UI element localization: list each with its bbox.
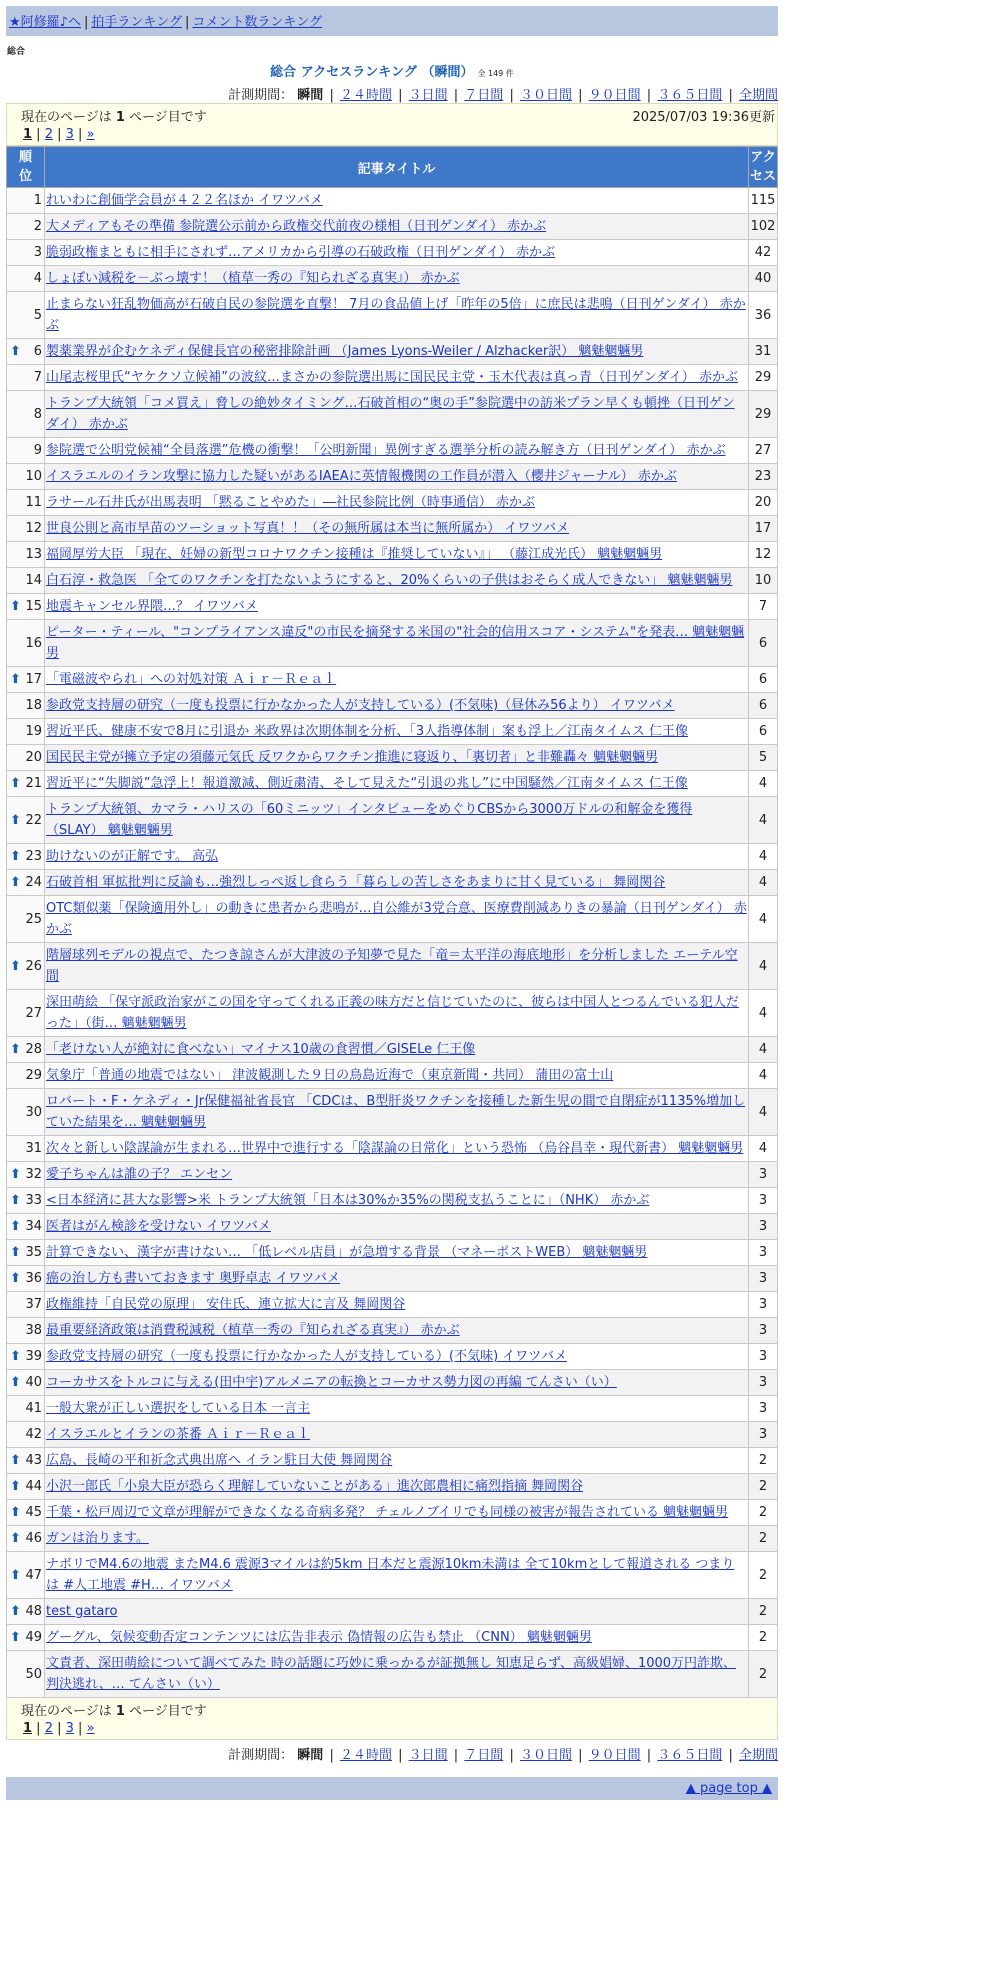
article-title-link[interactable]: コーカサスをトルコに与える(田中宇)アルメニアの転換とコーカサス勢力図の再編 てんさい（い） (46, 1375, 617, 1390)
period-selector-bottom: 計測期間： 瞬間 | ２４時間 | ３日間 | ７日間 | ３０日間 | ９０日間 | ３６５日間 | 全期間 (228, 1748, 778, 1763)
page-title (0, 61, 784, 80)
rank-number: 44 (25, 1479, 42, 1494)
rank-number: 12 (25, 521, 42, 536)
up-arrow-icon: ⬆ (10, 1531, 21, 1546)
table-row (7, 490, 778, 516)
article-title-link[interactable]: 福岡厚労大臣 「現在、妊婦の新型コロナワクチン接種は『推奨していない』」 （藤江成光氏） 魑魅魍魎男 (46, 547, 663, 562)
article-title-link[interactable]: 助けないのが正解です。 高弘 (46, 849, 219, 864)
page-links: 1 | 2 | 3 | » (23, 127, 95, 142)
table-row (7, 339, 778, 365)
period-link[interactable]: ３６５日間 (657, 1748, 723, 1763)
rank-number: 32 (25, 1167, 42, 1182)
rank-number: 3 (33, 245, 42, 260)
table-row (7, 870, 778, 896)
access-count: 3 (749, 1240, 778, 1266)
access-count: 4 (749, 870, 778, 896)
up-arrow-icon: ⬆ (10, 875, 21, 890)
table-row (7, 1474, 778, 1500)
article-title-link[interactable]: 大メディアもその準備 参院選公示前から政権交代前夜の様相（日刊ゲンダイ） 赤かぶ (46, 219, 547, 234)
rank-number: 21 (25, 776, 42, 791)
up-arrow-icon: ⬆ (10, 1219, 21, 1234)
table-row (7, 797, 778, 844)
access-count: 3 (749, 1318, 778, 1344)
table-row (7, 1162, 778, 1188)
table-row (7, 1396, 778, 1422)
up-arrow-icon: ⬆ (10, 1375, 21, 1390)
access-count: 4 (749, 1063, 778, 1089)
table-row (7, 943, 778, 990)
access-count: 36 (749, 292, 778, 339)
access-count: 40 (749, 266, 778, 292)
updated-timestamp: 2025/07/03 19:36更新 (632, 110, 775, 125)
rank-number: 45 (25, 1505, 42, 1520)
period-link[interactable]: ３６５日間 (657, 88, 723, 103)
access-count: 6 (749, 719, 778, 745)
up-arrow-icon: ⬆ (10, 1505, 21, 1520)
access-count: 4 (749, 844, 778, 870)
access-count: 3 (749, 1422, 778, 1448)
period-link[interactable]: 全期間 (738, 1748, 778, 1763)
page-link[interactable]: 3 (65, 127, 74, 142)
table-row (7, 1500, 778, 1526)
table-row (7, 188, 778, 214)
access-count: 31 (749, 339, 778, 365)
table-row (7, 1651, 778, 1698)
col-rank-header: 順位 (7, 147, 45, 188)
article-title-link[interactable]: イスラエルのイラン攻撃に協力した疑いがあるIAEAに英情報機関の工作員が潜入（櫻井ジャーナル） 赤かぶ (46, 469, 677, 484)
table-row (7, 1136, 778, 1162)
table-row (7, 1448, 778, 1474)
article-title-link[interactable]: トランプ大統領「コメ買え」脅しの絶妙タイミング…石破首相の“奥の手”参院選中の訪米プラン早くも頓挫（日刊ゲンダイ） 赤かぶ (46, 396, 735, 432)
table-row (7, 896, 778, 943)
up-arrow-icon: ⬆ (10, 1193, 21, 1208)
access-count: 6 (749, 620, 778, 667)
rank-number: 19 (25, 724, 42, 739)
page-links-bottom: 1 | 2 | 3 | » (23, 1721, 95, 1736)
nav-clap-ranking-link[interactable]: 拍手ランキング (91, 15, 182, 30)
period-link[interactable]: ３日間 (408, 88, 448, 103)
access-count: 12 (749, 542, 778, 568)
up-arrow-icon: ⬆ (10, 1349, 21, 1364)
up-arrow-icon: ⬆ (10, 958, 21, 974)
table-row (7, 1063, 778, 1089)
access-count: 3 (749, 1396, 778, 1422)
rank-number: 50 (25, 1666, 42, 1682)
table-row (7, 464, 778, 490)
page-link[interactable]: 2 (44, 127, 53, 142)
article-title-link[interactable]: 気象庁「普通の地震ではない」 津波観測した９日の鳥島近海で（東京新聞・共同） 蒲田の富士山 (46, 1068, 614, 1083)
table-row (7, 594, 778, 620)
up-arrow-icon: ⬆ (10, 1271, 21, 1286)
period-link[interactable]: ２４時間 (339, 1748, 392, 1763)
article-title-link[interactable]: トランプ大統領、カマラ・ハリスの「60ミニッツ」インタビューをめぐりCBSから3000万ドルの和解金を獲得 （SLAY） 魑魅魍魎男 (46, 802, 693, 838)
rank-number: 28 (25, 1042, 42, 1057)
table-row (7, 1292, 778, 1318)
access-count: 7 (749, 594, 778, 620)
article-title-link[interactable]: test gataro (46, 1604, 118, 1619)
table-row (7, 365, 778, 391)
rank-number: 47 (25, 1567, 42, 1583)
current-page-text-bottom: 現在のページは 1 ページ目です (21, 1704, 207, 1719)
rank-number: 20 (25, 750, 42, 765)
table-row (7, 1599, 778, 1625)
up-arrow-icon: ⬆ (10, 1245, 21, 1260)
rank-number: 23 (25, 849, 42, 864)
article-title-link[interactable]: 愛子ちゃんは誰の子？ エンセン (46, 1167, 233, 1182)
access-count: 2 (749, 1500, 778, 1526)
table-row (7, 568, 778, 594)
period-links: | ２４時間 | ３日間 | ７日間 | ３０日間 | ９０日間 | ３６５日間 | 全期間 (329, 88, 778, 103)
rank-number: 9 (33, 443, 42, 458)
article-title-link[interactable]: 広島、長崎の平和祈念式典出席へ イラン駐日大使 舞岡関谷 (46, 1453, 393, 1468)
table-row (7, 745, 778, 771)
article-title-link[interactable]: 千葉・松戸周辺で文章が理解ができなくなる奇病多発？ チェルノブイリでも同様の被害が報告されている 魑魅魍魎男 (46, 1505, 729, 1520)
article-title-link[interactable]: 止まらない狂乱物価高が石破自民の参院選を直撃！ 7月の食品値上げ「昨年の5倍」に庶民は悲鳴（日刊ゲンダイ） 赤かぶ (46, 297, 746, 333)
access-count: 4 (749, 943, 778, 990)
table-row (7, 240, 778, 266)
up-arrow-icon: ⬆ (10, 344, 21, 359)
current-page-text: 現在のページは 1 ページ目です (21, 110, 207, 125)
rank-number: 29 (25, 1068, 42, 1083)
table-row (7, 620, 778, 667)
article-title-link[interactable]: ピーター・ティール、"コンプライアンス違反"の市民を摘発する米国の"社会的信用スコア・システム"を発表… 魑魅魍魎男 (46, 625, 745, 661)
rank-number: 7 (33, 370, 42, 385)
table-row (7, 1526, 778, 1552)
rank-number: 11 (25, 495, 42, 510)
up-arrow-icon: ⬆ (10, 1630, 21, 1645)
rank-number: 30 (25, 1104, 42, 1120)
article-title-link[interactable]: 最重要経済政策は消費税減税（植草一秀の『知られざる真実』） 赤かぶ (46, 1323, 460, 1338)
article-title-link[interactable]: 階層球列モデルの視点で、たつき諒さんが大津波の予知夢で見た「竜＝太平洋の海底地形」を分析しました エーテル空間 (46, 948, 738, 984)
article-title-link[interactable]: 医者はがん検診を受けない イワツバメ (46, 1219, 271, 1234)
access-count: 3 (749, 1214, 778, 1240)
pager-bottom (6, 1698, 778, 1740)
access-count: 6 (749, 667, 778, 693)
period-link[interactable]: ３０日間 (519, 1748, 572, 1763)
up-arrow-icon: ⬆ (10, 776, 21, 791)
ranking-table (6, 146, 778, 1698)
rank-number: 22 (25, 812, 42, 828)
access-count: 4 (749, 1089, 778, 1136)
article-title-link[interactable]: 白石淳・救急医 「全てのワクチンを打たないようにすると、20%くらいの子供はおそらく成人できない」 魑魅魍魎男 (46, 573, 733, 588)
period-link[interactable]: 全期間 (738, 88, 778, 103)
table-row (7, 1188, 778, 1214)
up-arrow-icon: ⬆ (10, 1167, 21, 1182)
ranking-title: 総合 アクセスランキング （瞬間） (270, 65, 474, 80)
article-title-link[interactable]: 習近平氏、健康不安で8月に引退か 米政界は次期体制を分析、「3人指導体制」案も浮上／江南タイムス 仁王像 (46, 724, 689, 739)
access-count: 5 (749, 745, 778, 771)
table-row (7, 391, 778, 438)
article-title-link[interactable]: 石破首相 軍拡批判に反論も…強烈しっぺ返し食らう「暮らしの苦しさをあまりに甘く見ている」 舞岡関谷 (46, 875, 666, 890)
access-count: 2 (749, 1474, 778, 1500)
item-count: 全 149 件 (477, 69, 514, 78)
article-title-link[interactable]: 小沢一郎氏「小泉大臣が恐らく理解していないことがある」進次郎農相に痛烈指摘 舞岡関谷 (46, 1479, 584, 1494)
up-arrow-icon: ⬆ (10, 672, 21, 687)
table-row (7, 667, 778, 693)
period-link[interactable]: ９０日間 (588, 1748, 641, 1763)
article-title-link[interactable]: 製薬業界が企むケネディ保健長官の秘密排除計画 （James Lyons-Weiler / Alzhacker訳） 魑魅魍魎男 (46, 344, 644, 359)
article-title-link[interactable]: 癌の治し方も書いておきます 奥野卓志 イワツバメ (46, 1271, 341, 1286)
up-arrow-icon: ⬆ (10, 1042, 21, 1057)
access-count: 4 (749, 896, 778, 943)
page-top-link[interactable]: ▲ page top ▲ (685, 1781, 772, 1796)
up-arrow-icon: ⬆ (10, 812, 21, 828)
period-link[interactable]: ３日間 (408, 1748, 448, 1763)
article-title-link[interactable]: <日本経済に甚大な影響>米 トランプ大統領「日本は30%か35%の関税支払うことに」（NHK） 赤かぶ (46, 1193, 650, 1208)
access-count: 10 (749, 568, 778, 594)
rank-number: 35 (25, 1245, 42, 1260)
rank-number: 43 (25, 1453, 42, 1468)
rank-number: 5 (33, 307, 42, 323)
nav-asyura-link[interactable]: ★阿修羅♪へ (9, 15, 81, 30)
rank-number: 6 (33, 344, 42, 359)
up-arrow-icon: ⬆ (10, 1567, 21, 1583)
table-row (7, 1089, 778, 1136)
access-count: 23 (749, 464, 778, 490)
rank-number: 14 (25, 573, 42, 588)
period-selector-top: 計測期間： 瞬間 | ２４時間 | ３日間 | ７日間 | ３０日間 | ９０日間 | ３６５日間 | 全期間 (228, 88, 778, 103)
rank-number: 36 (25, 1271, 42, 1286)
rank-number: 42 (25, 1427, 42, 1442)
up-arrow-icon: ⬆ (10, 1604, 21, 1619)
article-title-link[interactable]: 政権維持「自民党の原理」 安住氏、連立拡大に言及 舞岡関谷 (46, 1297, 406, 1312)
period-link[interactable]: ９０日間 (588, 88, 641, 103)
article-title-link[interactable]: 「電磁波やられ」への対処対策 Ａｉｒ－Ｒｅａｌ (46, 672, 337, 687)
article-title-link[interactable]: 参政党支持層の研究（一度も投票に行かなかった人が支持している）(不気味) イワツバメ (46, 1349, 568, 1364)
article-title-link[interactable]: ロバート・F・ケネディ・Jr保健福祉省長官 「CDCは、B型肝炎ワクチンを接種した新生児の間で自閉症が1135%増加していた結果を… 魑魅魍魎男 (46, 1094, 746, 1130)
col-title-header: 記事タイトル (45, 147, 749, 188)
rank-number: 13 (25, 547, 42, 562)
access-count: 102 (749, 214, 778, 240)
page-current: 1 (23, 1721, 33, 1736)
table-row (7, 1240, 778, 1266)
table-row (7, 438, 778, 464)
rank-number: 25 (25, 911, 42, 927)
page-link[interactable]: » (86, 1721, 95, 1736)
article-title-link[interactable]: れいわに創価学会員が４２２名ほか イワツバメ (46, 193, 323, 208)
article-title-link[interactable]: 計算できない、漢字が書けない… 「低レベル店員」が急増する背景 （マネーポストWEB） 魑魅魍魎男 (46, 1245, 648, 1260)
article-title-link[interactable]: イスラエルとイランの茶番 Ａｉｒ－Ｒｅａｌ (46, 1427, 311, 1442)
article-title-link[interactable]: 地震キャンセル界隈…？ イワツバメ (46, 599, 258, 614)
pager-top (6, 103, 778, 146)
access-count: 2 (749, 1625, 778, 1651)
article-title-link[interactable]: ガンは治ります。 (46, 1531, 149, 1546)
article-title-link[interactable]: 世良公則と高市早苗のツーショット写真！！（その無所属は本当に無所属か） イワツバメ (46, 521, 570, 536)
access-count: 4 (749, 797, 778, 844)
article-title-link[interactable]: 参政党支持層の研究（一度も投票に行かなかった人が支持している）(不気味)（昼休み56より） イワツバメ (46, 698, 675, 713)
up-arrow-icon: ⬆ (10, 1479, 21, 1494)
rank-number: 16 (25, 635, 42, 651)
article-title-link[interactable]: グーグル、気候変動否定コンテンツには広告非表示 偽情報の広告も禁止 （CNN） 魑魅魍魎男 (46, 1630, 592, 1645)
table-row (7, 1318, 778, 1344)
page-link[interactable]: » (86, 127, 95, 142)
access-count: 17 (749, 516, 778, 542)
rank-number: 27 (25, 1005, 42, 1021)
table-row (7, 1214, 778, 1240)
access-count: 4 (749, 771, 778, 797)
access-count: 42 (749, 240, 778, 266)
rank-number: 17 (25, 672, 42, 687)
table-row (7, 719, 778, 745)
table-row (7, 771, 778, 797)
access-count: 4 (749, 990, 778, 1037)
table-row (7, 1370, 778, 1396)
table-row (7, 292, 778, 339)
top-nav: ★阿修羅♪へ | 拍手ランキング | コメント数ランキング (6, 6, 778, 36)
access-count: 2 (749, 1651, 778, 1698)
page-current: 1 (23, 127, 33, 142)
col-access-header: アクセス (749, 147, 778, 188)
table-row (7, 266, 778, 292)
table-row (7, 1037, 778, 1063)
table-row (7, 214, 778, 240)
article-title-link[interactable]: 文責者、深田萌絵について調べてみた 時の話題に巧妙に乗っかるが証拠無し 知恵足らず、高級娼婦、1000万円詐欺、判決逃れ、… てんさい（い） (46, 1656, 737, 1692)
access-count: 20 (749, 490, 778, 516)
table-row (7, 1625, 778, 1651)
article-title-link[interactable]: ナボリでM4.6の地震 またM4.6 震源3マイルは約5km 日本だと震源10km未満は 全て10kmとして報道される つまりは #人工地震 #H… イワツバメ (46, 1557, 735, 1593)
table-row (7, 1344, 778, 1370)
rank-number: 37 (25, 1297, 42, 1312)
table-row (7, 542, 778, 568)
rank-number: 2 (33, 219, 42, 234)
access-count: 6 (749, 693, 778, 719)
rank-number: 8 (33, 406, 42, 422)
rank-number: 41 (25, 1401, 42, 1416)
rank-number: 40 (25, 1375, 42, 1390)
rank-number: 33 (25, 1193, 42, 1208)
rank-number: 26 (25, 958, 42, 974)
access-count: 3 (749, 1344, 778, 1370)
up-arrow-icon: ⬆ (10, 599, 21, 614)
nav-comment-ranking-link[interactable]: コメント数ランキング (192, 15, 322, 30)
article-title-link[interactable]: 深田萌絵 「保守派政治家がこの国を守ってくれる正義の味方だと信じていたのに、彼らは中国人とつるんでいる犯人だった」（街… 魑魅魍魎男 (46, 995, 739, 1031)
access-count: 3 (749, 1188, 778, 1214)
access-count: 3 (749, 1292, 778, 1318)
footer-bar (6, 1777, 778, 1800)
table-row (7, 844, 778, 870)
access-count: 29 (749, 365, 778, 391)
table-row (7, 1552, 778, 1599)
period-link[interactable]: ３０日間 (519, 88, 572, 103)
table-row (7, 516, 778, 542)
rank-number: 38 (25, 1323, 42, 1338)
article-title-link[interactable]: 脆弱政権まともに相手にされず…アメリカから引導の石破政権（日刊ゲンダイ） 赤かぶ (46, 245, 556, 260)
article-title-link[interactable]: 山尾志桜里氏“ヤケクソ立候補”の波紋…まさかの参院選出馬に国民民主党・玉木代表は真っ青（日刊ゲンダイ） 赤かぶ (46, 370, 739, 385)
rank-number: 39 (25, 1349, 42, 1364)
period-link[interactable]: ７日間 (464, 1748, 504, 1763)
article-title-link[interactable]: 「老けない人が絶対に食べない」マイナス10歳の食習慣／GISELe 仁王像 (46, 1042, 476, 1057)
access-count: 4 (749, 1136, 778, 1162)
article-title-link[interactable]: 次々と新しい陰謀論が生まれる…世界中で進行する「陰謀論の日常化」という恐怖 （烏谷昌幸・現代新書） 魑魅魍魎男 (46, 1141, 744, 1156)
access-count: 4 (749, 1037, 778, 1063)
rank-number: 34 (25, 1219, 42, 1234)
table-row (7, 1422, 778, 1448)
rank-number: 31 (25, 1141, 42, 1156)
access-count: 27 (749, 438, 778, 464)
period-link[interactable]: ７日間 (464, 88, 504, 103)
article-title-link[interactable]: ラサール石井氏が出馬表明 「黙ることやめた」―社民参院比例（時事通信） 赤かぶ (46, 495, 536, 510)
access-count: 115 (749, 188, 778, 214)
rank-number: 18 (25, 698, 42, 713)
rank-number: 4 (33, 271, 42, 286)
rank-number: 24 (25, 875, 42, 890)
access-count: 3 (749, 1266, 778, 1292)
article-title-link[interactable]: 国民民主党が擁立予定の須藤元気氏 反ワクからワクチン推進に寝返り、「裏切者」と非難轟々 魑魅魍魎男 (46, 750, 659, 765)
table-row (7, 1266, 778, 1292)
access-count: 2 (749, 1552, 778, 1599)
access-count: 3 (749, 1370, 778, 1396)
rank-number: 1 (33, 193, 42, 208)
access-count: 2 (749, 1448, 778, 1474)
article-title-link[interactable]: 一般大衆が正しい選択をしている日本 一言主 (46, 1401, 311, 1416)
article-title-link[interactable]: 参院選で公明党候補“全員落選”危機の衝撃！「公明新聞」異例すぎる選挙分析の読み解き方（日刊ゲンダイ） 赤かぶ (46, 443, 726, 458)
section-label: 総合 (7, 47, 26, 57)
page-link[interactable]: 2 (44, 1721, 53, 1736)
access-count: 29 (749, 391, 778, 438)
period-link[interactable]: ２４時間 (339, 88, 392, 103)
article-title-link[interactable]: OTC類似薬「保険適用外し」の動きに患者から悲鳴が…自公維が3党合意、医療費削減ありきの暴論（日刊ゲンダイ） 赤かぶ (46, 901, 747, 937)
rank-number: 46 (25, 1531, 42, 1546)
access-count: 2 (749, 1526, 778, 1552)
rank-number: 48 (25, 1604, 42, 1619)
access-count: 3 (749, 1162, 778, 1188)
rank-number: 49 (25, 1630, 42, 1645)
rank-number: 10 (25, 469, 42, 484)
article-title-link[interactable]: しょぼい減税を－ぶっ壊す！（植草一秀の『知られざる真実』） 赤かぶ (46, 271, 460, 286)
up-arrow-icon: ⬆ (10, 1453, 21, 1468)
table-row (7, 990, 778, 1037)
page-link[interactable]: 3 (65, 1721, 74, 1736)
access-count: 2 (749, 1599, 778, 1625)
article-title-link[interactable]: 習近平に“失脚説”急浮上！報道激減、側近粛清、そして見えた“引退の兆し”に中国騒然／江南タイムス 仁王像 (46, 776, 688, 791)
period-current: 瞬間 (297, 88, 324, 103)
rank-number: 15 (25, 599, 42, 614)
table-row (7, 693, 778, 719)
up-arrow-icon: ⬆ (10, 849, 21, 864)
